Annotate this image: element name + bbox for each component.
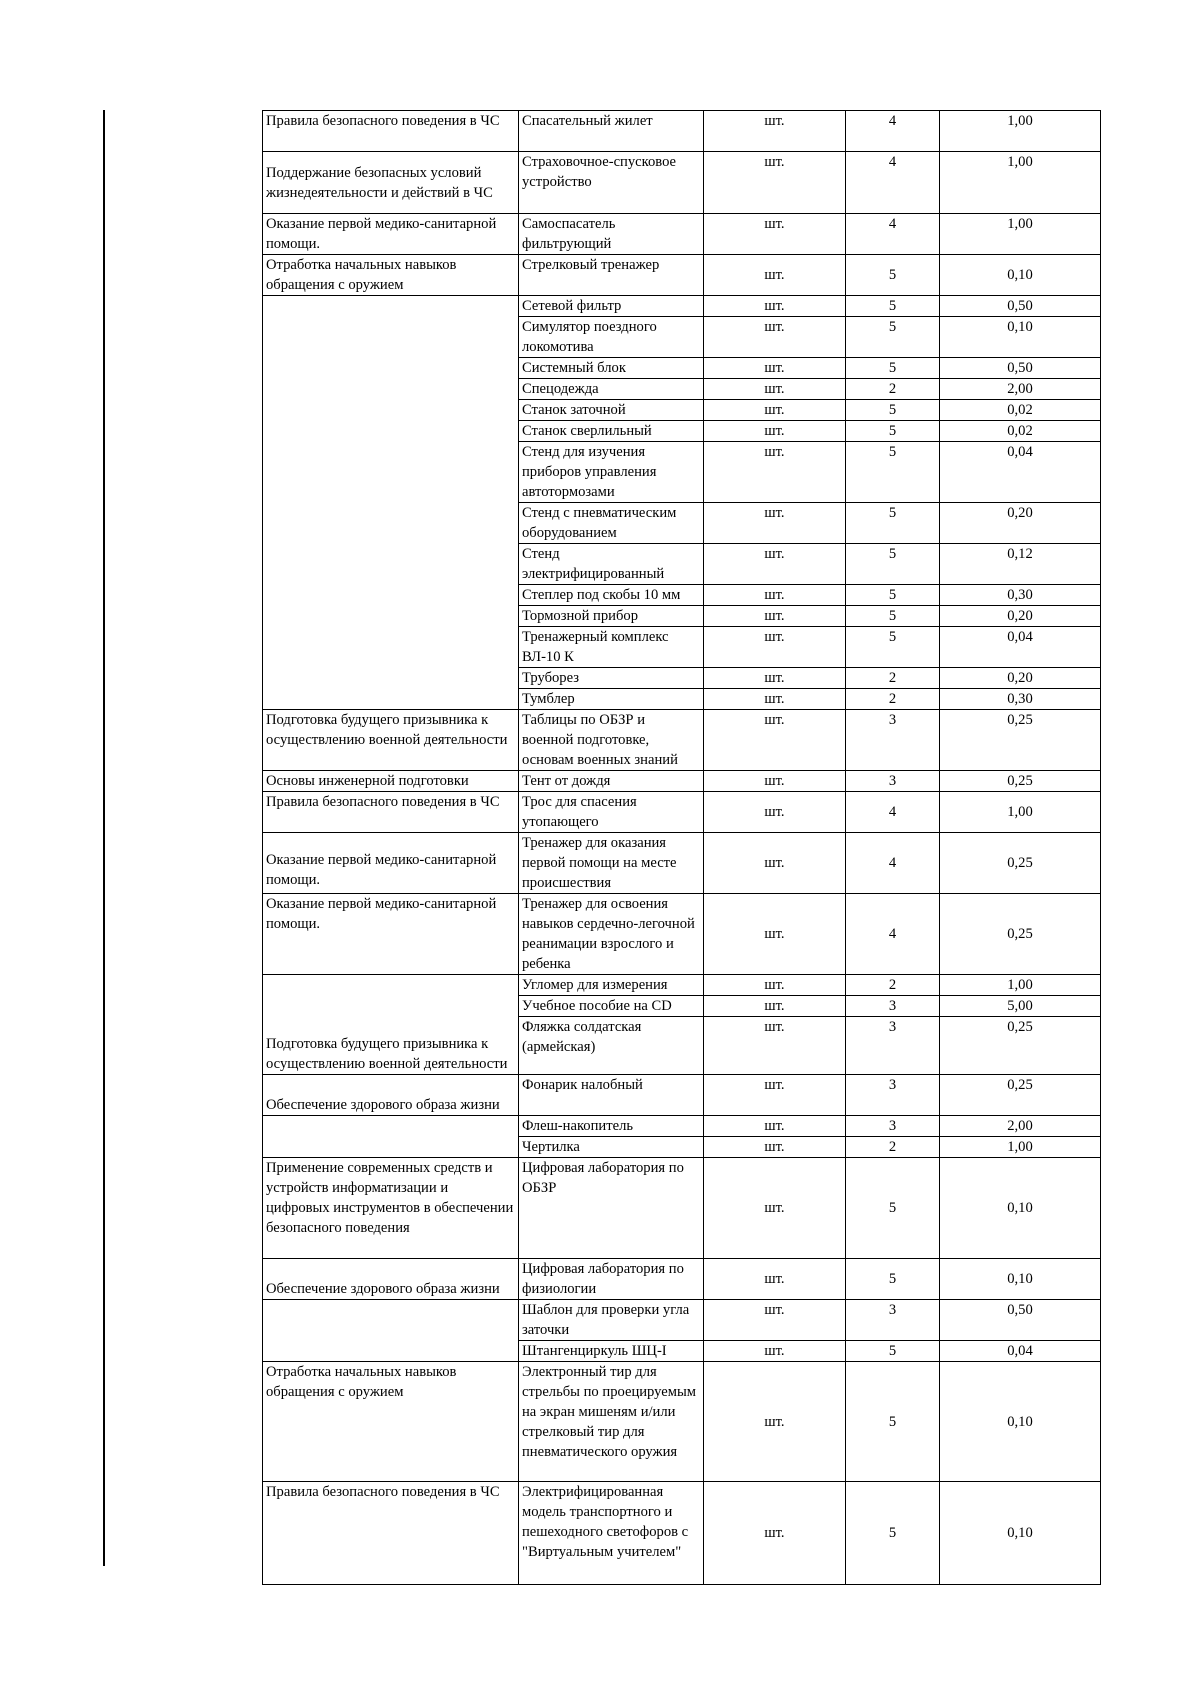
item-name-cell: Угломер для измерения	[519, 975, 704, 996]
quantity-cell: 5	[846, 627, 940, 668]
unit-cell: шт.	[704, 668, 846, 689]
item-name-cell: Электронный тир для стрельбы по проецируемым на экран мишеням и/или стрелковый тир для пневматического оружия	[519, 1362, 704, 1482]
table-row	[263, 1482, 1101, 1585]
quantity-cell: 5	[846, 1482, 940, 1585]
unit-cell: шт.	[704, 833, 846, 894]
section-cell: Основы инженерной подготовки	[263, 771, 519, 792]
table-row	[263, 1259, 1101, 1300]
table-row	[263, 1116, 1101, 1137]
quantity-cell: 5	[846, 1158, 940, 1259]
unit-cell: шт.	[704, 379, 846, 400]
section-cell: Подготовка будущего призывника к осуществлению военной деятельности	[263, 710, 519, 771]
section-cell: Подготовка будущего призывника к осуществлению военной деятельности	[263, 975, 519, 1075]
coefficient-cell: 0,10	[940, 255, 1101, 296]
quantity-cell: 5	[846, 442, 940, 503]
unit-cell: шт.	[704, 358, 846, 379]
unit-cell: шт.	[704, 296, 846, 317]
unit-cell: шт.	[704, 1259, 846, 1300]
section-cell: Оказание первой медико-санитарной помощи.	[263, 833, 519, 894]
quantity-cell: 2	[846, 379, 940, 400]
unit-cell: шт.	[704, 400, 846, 421]
coefficient-cell: 0,04	[940, 627, 1101, 668]
unit-cell: шт.	[704, 894, 846, 975]
quantity-cell: 3	[846, 996, 940, 1017]
quantity-cell: 4	[846, 792, 940, 833]
unit-cell: шт.	[704, 442, 846, 503]
item-name-cell: Чертилка	[519, 1137, 704, 1158]
quantity-cell: 5	[846, 317, 940, 358]
quantity-cell: 5	[846, 1259, 940, 1300]
coefficient-cell: 0,10	[940, 1482, 1101, 1585]
item-name-cell: Системный блок	[519, 358, 704, 379]
table-row	[263, 1158, 1101, 1259]
unit-cell: шт.	[704, 1482, 846, 1585]
section-cell: Обеспечение здорового образа жизни	[263, 1075, 519, 1116]
coefficient-cell: 0,10	[940, 1158, 1101, 1259]
section-cell: Обеспечение здорового образа жизни	[263, 1259, 519, 1300]
item-name-cell: Спасательный жилет	[519, 111, 704, 152]
coefficient-cell: 0,04	[940, 1341, 1101, 1362]
unit-cell: шт.	[704, 544, 846, 585]
unit-cell: шт.	[704, 152, 846, 214]
table-row	[263, 152, 1101, 214]
equipment-table	[262, 110, 1101, 1585]
item-name-cell: Электрифицированная модель транспортного и пешеходного светофоров с "Виртуальным учителем"	[519, 1482, 704, 1585]
coefficient-cell: 1,00	[940, 792, 1101, 833]
unit-cell: шт.	[704, 1116, 846, 1137]
quantity-cell: 3	[846, 710, 940, 771]
section-cell: Правила безопасного поведения в ЧС	[263, 1482, 519, 1585]
item-name-cell: Флеш-накопитель	[519, 1116, 704, 1137]
section-cell	[263, 296, 519, 710]
section-cell: Правила безопасного поведения в ЧС	[263, 111, 519, 152]
section-cell: Отработка начальных навыков обращения с оружием	[263, 255, 519, 296]
coefficient-cell: 0,10	[940, 317, 1101, 358]
quantity-cell: 2	[846, 975, 940, 996]
page-margin-line	[103, 110, 105, 1566]
unit-cell: шт.	[704, 627, 846, 668]
coefficient-cell: 1,00	[940, 975, 1101, 996]
unit-cell: шт.	[704, 792, 846, 833]
item-name-cell: Спецодежда	[519, 379, 704, 400]
unit-cell: шт.	[704, 1075, 846, 1116]
unit-cell: шт.	[704, 317, 846, 358]
table-row	[263, 894, 1101, 975]
coefficient-cell: 0,50	[940, 1300, 1101, 1341]
unit-cell: шт.	[704, 606, 846, 627]
coefficient-cell: 0,25	[940, 833, 1101, 894]
unit-cell: шт.	[704, 421, 846, 442]
coefficient-cell: 0,25	[940, 771, 1101, 792]
item-name-cell: Таблицы по ОБЗР и военной подготовке, основам военных знаний	[519, 710, 704, 771]
coefficient-cell: 0,12	[940, 544, 1101, 585]
item-name-cell: Симулятор поездного локомотива	[519, 317, 704, 358]
item-name-cell: Тент от дождя	[519, 771, 704, 792]
item-name-cell: Труборез	[519, 668, 704, 689]
item-name-cell: Стенд электрифицированный	[519, 544, 704, 585]
quantity-cell: 2	[846, 1137, 940, 1158]
quantity-cell: 5	[846, 358, 940, 379]
coefficient-cell: 0,02	[940, 421, 1101, 442]
coefficient-cell: 0,50	[940, 358, 1101, 379]
coefficient-cell: 0,25	[940, 1075, 1101, 1116]
table-row	[263, 975, 1101, 996]
table-row	[263, 1362, 1101, 1482]
section-cell: Отработка начальных навыков обращения с оружием	[263, 1362, 519, 1482]
item-name-cell: Фонарик налобный	[519, 1075, 704, 1116]
item-name-cell: Страховочное-спусковое устройство	[519, 152, 704, 214]
coefficient-cell: 2,00	[940, 379, 1101, 400]
item-name-cell: Стрелковый тренажер	[519, 255, 704, 296]
item-name-cell: Самоспасатель фильтрующий	[519, 214, 704, 255]
quantity-cell: 5	[846, 1362, 940, 1482]
table-row	[263, 296, 1101, 317]
quantity-cell: 5	[846, 421, 940, 442]
quantity-cell: 3	[846, 1017, 940, 1075]
coefficient-cell: 0,10	[940, 1362, 1101, 1482]
unit-cell: шт.	[704, 111, 846, 152]
unit-cell: шт.	[704, 1300, 846, 1341]
quantity-cell: 4	[846, 214, 940, 255]
item-name-cell: Стенд с пневматическим оборудованием	[519, 503, 704, 544]
coefficient-cell: 1,00	[940, 214, 1101, 255]
coefficient-cell: 0,02	[940, 400, 1101, 421]
unit-cell: шт.	[704, 975, 846, 996]
unit-cell: шт.	[704, 214, 846, 255]
item-name-cell: Стенд для изучения приборов управления автотормозами	[519, 442, 704, 503]
section-cell: Правила безопасного поведения в ЧС	[263, 792, 519, 833]
unit-cell: шт.	[704, 710, 846, 771]
quantity-cell: 3	[846, 1075, 940, 1116]
quantity-cell: 4	[846, 894, 940, 975]
item-name-cell: Шаблон для проверки угла заточки	[519, 1300, 704, 1341]
coefficient-cell: 0,25	[940, 710, 1101, 771]
section-cell: Оказание первой медико-санитарной помощи.	[263, 894, 519, 975]
table-row	[263, 771, 1101, 792]
coefficient-cell: 0,20	[940, 606, 1101, 627]
item-name-cell: Станок сверлильный	[519, 421, 704, 442]
quantity-cell: 5	[846, 1341, 940, 1362]
unit-cell: шт.	[704, 1137, 846, 1158]
coefficient-cell: 0,25	[940, 894, 1101, 975]
coefficient-cell: 0,20	[940, 503, 1101, 544]
coefficient-cell: 5,00	[940, 996, 1101, 1017]
quantity-cell: 4	[846, 152, 940, 214]
quantity-cell: 4	[846, 833, 940, 894]
coefficient-cell: 1,00	[940, 111, 1101, 152]
item-name-cell: Учебное пособие на CD	[519, 996, 704, 1017]
unit-cell: шт.	[704, 255, 846, 296]
quantity-cell: 5	[846, 255, 940, 296]
table-row	[263, 214, 1101, 255]
unit-cell: шт.	[704, 771, 846, 792]
coefficient-cell: 0,10	[940, 1259, 1101, 1300]
coefficient-cell: 0,50	[940, 296, 1101, 317]
coefficient-cell: 0,04	[940, 442, 1101, 503]
item-name-cell: Штангенциркуль ШЦ-I	[519, 1341, 704, 1362]
table-row	[263, 1075, 1101, 1116]
section-cell: Применение современных средств и устройств информатизации и цифровых инструментов в обеспечении безопасного поведения	[263, 1158, 519, 1259]
quantity-cell: 3	[846, 1116, 940, 1137]
table-row	[263, 710, 1101, 771]
item-name-cell: Тренажер для оказания первой помощи на месте происшествия	[519, 833, 704, 894]
unit-cell: шт.	[704, 1362, 846, 1482]
item-name-cell: Сетевой фильтр	[519, 296, 704, 317]
coefficient-cell: 0,30	[940, 585, 1101, 606]
item-name-cell: Станок заточной	[519, 400, 704, 421]
table-row	[263, 255, 1101, 296]
section-cell: Поддержание безопасных условий жизнедеятельности и действий в ЧС	[263, 152, 519, 214]
item-name-cell: Тренажерный комплекс ВЛ-10 К	[519, 627, 704, 668]
coefficient-cell: 0,20	[940, 668, 1101, 689]
coefficient-cell: 2,00	[940, 1116, 1101, 1137]
quantity-cell: 2	[846, 668, 940, 689]
unit-cell: шт.	[704, 996, 846, 1017]
table-row	[263, 1300, 1101, 1341]
table-row	[263, 833, 1101, 894]
quantity-cell: 5	[846, 503, 940, 544]
unit-cell: шт.	[704, 1158, 846, 1259]
quantity-cell: 5	[846, 606, 940, 627]
quantity-cell: 3	[846, 1300, 940, 1341]
item-name-cell: Фляжка солдатская (армейская)	[519, 1017, 704, 1075]
coefficient-cell: 1,00	[940, 1137, 1101, 1158]
section-cell	[263, 1116, 519, 1158]
quantity-cell: 5	[846, 544, 940, 585]
table-row	[263, 792, 1101, 833]
quantity-cell: 2	[846, 689, 940, 710]
item-name-cell: Трос для спасения утопающего	[519, 792, 704, 833]
quantity-cell: 3	[846, 771, 940, 792]
quantity-cell: 5	[846, 296, 940, 317]
unit-cell: шт.	[704, 1341, 846, 1362]
item-name-cell: Цифровая лаборатория по ОБЗР	[519, 1158, 704, 1259]
section-cell: Оказание первой медико-санитарной помощи.	[263, 214, 519, 255]
item-name-cell: Тумблер	[519, 689, 704, 710]
coefficient-cell: 1,00	[940, 152, 1101, 214]
item-name-cell: Степлер под скобы 10 мм	[519, 585, 704, 606]
section-cell	[263, 1300, 519, 1362]
unit-cell: шт.	[704, 1017, 846, 1075]
quantity-cell: 5	[846, 400, 940, 421]
quantity-cell: 5	[846, 585, 940, 606]
table-row	[263, 111, 1101, 152]
unit-cell: шт.	[704, 585, 846, 606]
unit-cell: шт.	[704, 689, 846, 710]
item-name-cell: Цифровая лаборатория по физиологии	[519, 1259, 704, 1300]
item-name-cell: Тренажер для освоения навыков сердечно-легочной реанимации взрослого и ребенка	[519, 894, 704, 975]
coefficient-cell: 0,30	[940, 689, 1101, 710]
unit-cell: шт.	[704, 503, 846, 544]
item-name-cell: Тормозной прибор	[519, 606, 704, 627]
coefficient-cell: 0,25	[940, 1017, 1101, 1075]
quantity-cell: 4	[846, 111, 940, 152]
